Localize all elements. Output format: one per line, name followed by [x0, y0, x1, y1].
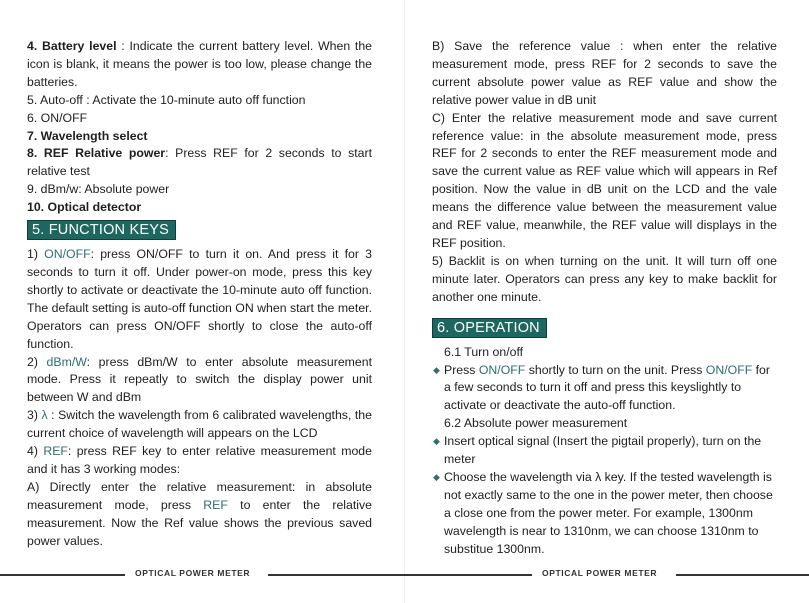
- section-header-function-keys: 5. FUNCTION KEYS: [27, 220, 176, 240]
- key-dbm-w: [27, 354, 372, 408]
- key-on-off: [27, 246, 372, 353]
- item-wavelength-select: [27, 128, 372, 146]
- item-sep: :: [116, 39, 130, 53]
- right-page: [432, 38, 777, 558]
- diamond-bullet-icon: ◆: [433, 364, 440, 375]
- footer-title: OPTICAL POWER METER: [135, 568, 251, 578]
- key-desc: press dBm/W to enter absolute measurement mode. Press it repeatly to switch the display power unit between W and dBm: [27, 354, 373, 405]
- subheading-absolute-power: 6.2 Absolute power measurement: [444, 416, 628, 431]
- mode-b: B) Save the reference value : when enter the relative measurement mode, press REF for 2 seconds to save the current absolute power value as REF value and show the relative power value in dB unit: [432, 39, 777, 107]
- item-sep: :: [165, 146, 176, 161]
- item-label: 8. REF Relative power: [27, 146, 166, 161]
- key-sep: :: [86, 354, 99, 369]
- key-prefix: 2): [27, 354, 47, 369]
- bullet-text: Choose the wavelength via λ key. If the tested wavelength is not exactly same to the one in the power meter, then choose a close one from the power meter. For example, 1300nm wavelength is near to 1310nm, we can choose 1310nm to substitue 1300nm.: [444, 469, 773, 556]
- mode-a-key: REF: [203, 497, 228, 512]
- key-name: dBm/W: [46, 354, 87, 369]
- item-battery-level: [27, 38, 372, 92]
- key-ref: [27, 443, 372, 479]
- right-footer: [404, 566, 809, 582]
- footer-rule: [676, 574, 809, 576]
- left-footer: [0, 566, 404, 582]
- bullet-text: shortly to turn on the unit. Press: [525, 362, 706, 377]
- page-gutter: [404, 0, 405, 603]
- key-desc: press ON/OFF to turn it on. And press it for 3 seconds to turn it off. Under power-on mode, press this key shortly to activate or deactivate the 10-minute auto off function. The default setting is auto-off function ON when start the meter. Operators can press ON/OFF shortly to close the auto-off function.: [27, 247, 372, 351]
- item-optical-detector: [27, 199, 372, 217]
- footer-rule: [404, 574, 532, 576]
- item-text: Activate the 10-minute auto off function: [92, 92, 306, 107]
- key-desc: Switch the wavelength from 6 calibrated wavelengths, the current choice of wavelength will appears on the LCD: [27, 408, 372, 441]
- key-desc: press REF key to enter relative measurement mode and it has 3 working modes:: [27, 444, 372, 476]
- bullet-text: for a few seconds to turn it off and press this keyslightly to activate or deactivate the auto-off function.: [444, 362, 770, 413]
- key-prefix: 4): [27, 444, 44, 459]
- section-header-operation: 6. OPERATION: [432, 318, 547, 338]
- left-page: [27, 38, 372, 550]
- mode-a-text-end: to enter the relative measurement. Now the Ref value shows the previous saved power values.: [27, 497, 372, 548]
- key-prefix: 1): [27, 247, 45, 262]
- bullet-key: ON/OFF: [478, 362, 526, 377]
- footer-title: OPTICAL POWER METER: [542, 568, 658, 578]
- item-label: 5. Auto-off: [27, 92, 83, 107]
- footer-rule: [268, 574, 404, 576]
- bullet-turn-on-off: [432, 362, 777, 416]
- item-ref-relative-power: [27, 145, 372, 181]
- diamond-bullet-icon: ◆: [433, 471, 440, 482]
- key-lambda: [27, 407, 372, 443]
- item-label: 10. Optical detector: [27, 200, 142, 215]
- item-text: Indicate the current battery level. When the icon is blank, it means the power is too low, please change the batteries.: [27, 39, 373, 89]
- item-text: Press REF for 2 seconds to start relative test: [27, 146, 373, 179]
- item-text: Absolute power: [84, 182, 170, 197]
- item-auto-off: [27, 92, 372, 110]
- item-label: 4. Battery level: [27, 39, 117, 53]
- item-label: 7. Wavelength select: [27, 128, 148, 143]
- bullet-text: Press: [444, 362, 479, 377]
- item-backlit: 5) Backlit is on when turning on the unit. It will turn off one minute later. Operators can press any key to make backlit for another one minute.: [432, 253, 777, 304]
- item-dbm-w: [27, 181, 372, 199]
- bullet-key: ON/OFF: [705, 362, 753, 377]
- key-name: REF: [43, 444, 68, 459]
- diamond-bullet-icon: ◆: [433, 436, 440, 447]
- key-name: ON/OFF: [44, 247, 91, 262]
- key-prefix: 3): [27, 408, 42, 423]
- bullet-choose-wavelength: [432, 469, 777, 559]
- key-sep: :: [90, 247, 101, 262]
- item-sep: :: [82, 92, 93, 107]
- item-on-off: [27, 110, 372, 128]
- mode-a: [27, 479, 372, 551]
- mode-a-text: A) Directly enter the relative measurement: in absolute measurement mode, press: [27, 479, 372, 512]
- key-name: λ: [41, 408, 48, 423]
- bullet-text: Insert optical signal (Insert the pigtail properly), turn on the meter: [444, 434, 762, 467]
- mode-c: C) Enter the relative measurement mode and save current reference value: in the absolute measurement mode, press REF for 2 seconds to enter the REF measurement mode and save the current value as REF value which will appears in Ref position. Now the value in dB unit on the LCD and the vale means the difference value between the measurement value and REF value, meanwhile, the REF value will displays in the REF position.: [432, 110, 777, 250]
- bullet-insert-signal: [432, 433, 777, 469]
- footer-rule: [0, 574, 125, 576]
- item-label: 6. ON/OFF: [27, 110, 88, 125]
- item-label: 9. dBm/w:: [27, 182, 82, 197]
- subheading-turn-on-off: 6.1 Turn on/off: [444, 344, 524, 359]
- key-sep: :: [47, 408, 59, 423]
- key-sep: :: [67, 444, 77, 459]
